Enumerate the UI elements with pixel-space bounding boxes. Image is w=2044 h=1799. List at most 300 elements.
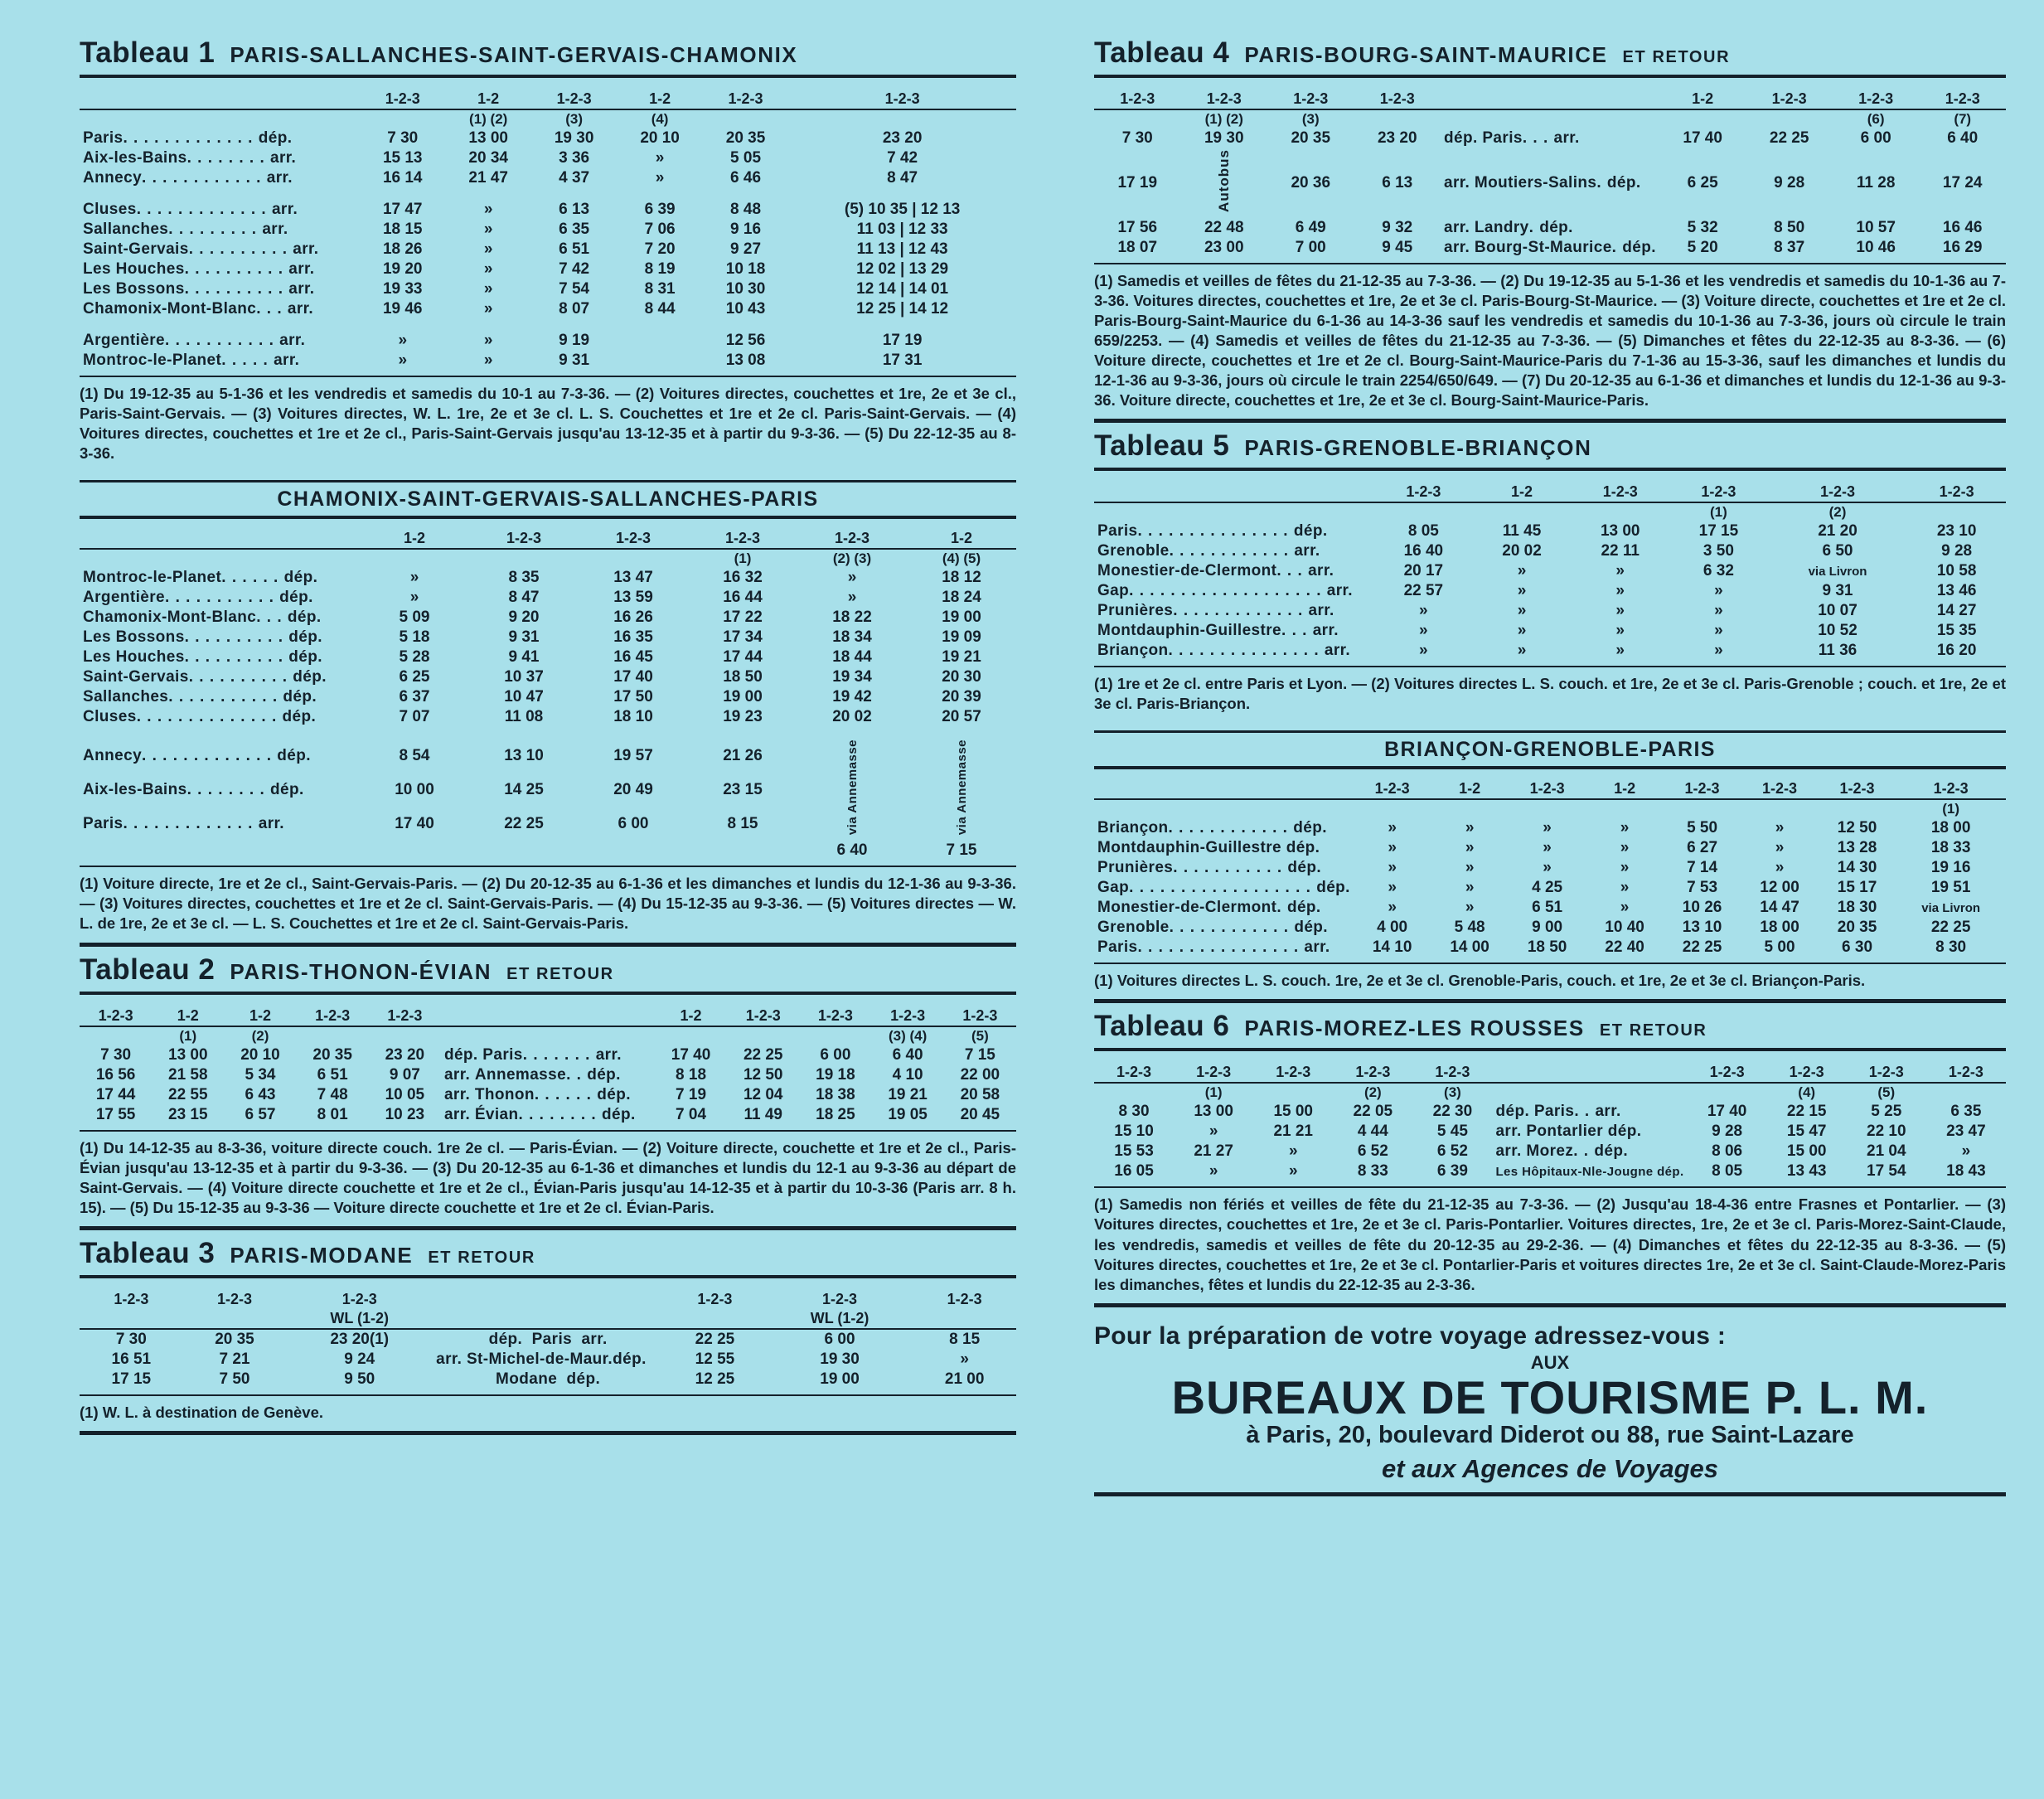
- time-cell: »: [483, 280, 493, 298]
- tableau1-notes: (1) Du 19-12-35 au 5-1-36 et les vendredis et samedis du 10-1 au 7-3-36. — (2) Voitures directes, couchettes et 1re, 2e et 3e cl., Paris-Saint-Gervais. — (3) Voitures directes, W. L. 1re, 2e et 3e cl. L. S. Couchettes et 1re et 2e cl. Paris-Saint-Gervais. — (4) Voitures directes, couchettes et 1re et 2e cl., Paris-Saint-Gervais jusqu'au 13-12-35 et à partir du 9-3-36. — (5) Du 22-12-35 au 8-3-36.: [80, 385, 1016, 463]
- time-cell: »: [1543, 819, 1552, 837]
- class-cell: 1-2-3: [297, 1006, 369, 1026]
- time-cell: 20 35: [215, 1330, 254, 1348]
- station-name: Saint-Gervais: [83, 240, 189, 258]
- time-cell: 11 13 | 12 43: [856, 240, 948, 258]
- time-cell: 19 18: [816, 1065, 855, 1084]
- tableau3-notes: (1) W. L. à destination de Genève.: [80, 1403, 324, 1421]
- time-cell: 16 44: [723, 589, 763, 607]
- table-row: Prunières. . . . . . . . . . . dép. » » » » 7 14 » 14 30 19 16: [1094, 858, 2006, 878]
- class-cell: 1-2: [907, 529, 1016, 549]
- time-cell: via Livron: [1921, 900, 1981, 915]
- row-kind: arr.: [1294, 542, 1320, 560]
- time-cell: 7 07: [399, 708, 430, 726]
- table-row: Monestier-de-Clermont. . . arr. 20 17 » » 6 32 via Livron 10 58: [1094, 561, 2006, 581]
- row-kind: arr.: [443, 1065, 471, 1084]
- time-cell: 22 55: [168, 1085, 208, 1103]
- time-cell: 7 04: [676, 1105, 707, 1123]
- time-cell: 5 28: [399, 648, 430, 667]
- divider: [80, 376, 1016, 377]
- divider: [1094, 263, 2006, 264]
- station-name: Paris: [1097, 938, 1138, 957]
- time-cell: 17 54: [1867, 1162, 1906, 1181]
- time-cell: 5 09: [399, 609, 430, 627]
- time-cell: 16 14: [382, 169, 423, 187]
- footer-aux: AUX: [1530, 1351, 1570, 1373]
- time-cell: »: [1615, 602, 1625, 620]
- table-row: Aix-les-Bains. . . . . . . . arr. 15 13 20 34 3 36 » 5 05 7 42: [80, 148, 1016, 168]
- time-cell: »: [1775, 859, 1785, 877]
- row-kind: dép.: [1594, 1142, 1629, 1161]
- row-kind: arr.: [1444, 218, 1470, 236]
- time-cell: 12 04: [743, 1085, 783, 1103]
- tableau6-number: Tableau 6: [1094, 1010, 1230, 1043]
- tableau2-table: [80, 1006, 1016, 1125]
- class-cell: 1-2-3: [727, 1006, 799, 1026]
- station-name: Monestier-de-Clermont: [1097, 562, 1277, 580]
- class-cell: 1-2-3: [579, 529, 688, 549]
- table-row: Chamonix-Mont-Blanc. . . dép. 5 09 9 20 16 26 17 22 18 22 19 00: [80, 608, 1016, 628]
- tableau5-notes: (1) 1re et 2e cl. entre Paris et Lyon. — (2) Voitures directes L. S. couch. et 1re, 2e et 3e cl. Paris-Grenoble ; couch. et 1re, 2e et 3e cl. Paris-Briançon.: [1094, 675, 2006, 713]
- time-cell: »: [1620, 899, 1630, 917]
- divider: [1094, 999, 2006, 1003]
- row-kind: arr.: [581, 1330, 608, 1348]
- time-cell: »: [1961, 1142, 1971, 1161]
- time-cell: 7 30: [100, 1045, 132, 1064]
- time-cell: 7 50: [219, 1370, 250, 1388]
- time-cell: 5 50: [1687, 819, 1718, 837]
- table-row: Paris. . . . . . . . . . . . . . . dép. 8 05 11 45 13 00 17 15 21 20 23 10: [1094, 521, 2006, 541]
- time-cell: 20 39: [942, 688, 981, 706]
- time-cell: 18 22: [832, 609, 872, 627]
- time-cell: »: [1388, 879, 1397, 897]
- time-cell: 23 15: [168, 1105, 208, 1123]
- row-kind: arr.: [287, 300, 314, 318]
- time-cell: 9 19: [559, 332, 590, 349]
- row-kind: arr.: [443, 1085, 471, 1103]
- station-name: Paris: [482, 1045, 523, 1064]
- time-cell: 7 30: [1121, 129, 1153, 147]
- time-cell: »: [398, 332, 408, 349]
- time-cell: 17 22: [723, 609, 763, 627]
- time-cell: »: [1388, 839, 1397, 857]
- tableau3-class-row: [80, 1290, 1016, 1309]
- time-cell: 16 05: [1114, 1162, 1154, 1181]
- time-cell: 22 25: [743, 1045, 783, 1064]
- time-cell: 6 40: [1947, 129, 1979, 147]
- row-kind: arr.: [1308, 602, 1334, 620]
- class-cell: 1-2-3: [1354, 779, 1431, 799]
- time-cell: 20 36: [1291, 173, 1331, 192]
- class-cell: 1-2: [152, 1006, 224, 1026]
- time-cell: »: [1543, 859, 1552, 877]
- time-cell: 20 17: [1403, 562, 1444, 580]
- time-cell: 17 15: [111, 1370, 152, 1388]
- time-cell: »: [398, 352, 408, 369]
- station-name: Paris: [531, 1330, 573, 1348]
- tableau2-notemark-row: [80, 1026, 1016, 1045]
- time-cell: 9 28: [1941, 542, 1973, 560]
- time-cell: 18 15: [382, 221, 423, 238]
- time-cell: 6 00: [824, 1330, 855, 1348]
- time-cell: 7 15: [946, 841, 977, 860]
- time-cell: 16 32: [723, 569, 763, 587]
- note-marker: (1): [1942, 801, 1960, 817]
- time-cell: 19 05: [888, 1105, 928, 1123]
- time-cell: 16 40: [1403, 542, 1444, 560]
- time-cell: 7 20: [644, 240, 676, 258]
- time-cell: »: [1388, 899, 1397, 917]
- row-kind: arr.: [1324, 642, 1351, 660]
- time-cell: 17 40: [1707, 1103, 1747, 1121]
- class-cell: 1-2-3: [369, 1006, 441, 1026]
- time-cell: 4 37: [559, 169, 590, 187]
- left-column: [80, 36, 1016, 1442]
- time-cell: 16 26: [613, 609, 653, 627]
- time-cell: »: [1775, 819, 1785, 837]
- time-cell: 6 46: [730, 169, 762, 187]
- time-cell: 6 51: [559, 240, 590, 258]
- time-cell: 10 18: [725, 260, 766, 278]
- time-cell: 14 25: [504, 780, 544, 798]
- time-cell: 6 57: [245, 1105, 276, 1123]
- class-cell: 1-2-3: [944, 1006, 1016, 1026]
- row-kind: dép.: [293, 668, 327, 686]
- time-cell: 12 50: [1837, 819, 1877, 837]
- class-cell: 1-2-3: [1664, 779, 1741, 799]
- time-cell: 17 55: [95, 1105, 136, 1123]
- tableau4-table: [1094, 90, 2006, 258]
- time-cell: 8 47: [887, 169, 918, 187]
- time-cell: 16 56: [95, 1065, 136, 1084]
- tableau5b-title: BRIANÇON-GRENOBLE-PARIS: [1094, 730, 2006, 769]
- table-row: [1094, 838, 2006, 858]
- time-cell: 15 53: [1114, 1142, 1154, 1161]
- time-cell: 6 43: [245, 1085, 276, 1103]
- time-cell: 8 01: [317, 1105, 348, 1123]
- class-cell: 1-2-3: [1688, 1063, 1767, 1083]
- time-cell: 22 25: [1682, 938, 1722, 957]
- time-cell: »: [1465, 879, 1475, 897]
- table-row: Montroc-le-Planet. . . . . . dép. » 8 35 13 47 16 32 » 18 12: [80, 568, 1016, 588]
- time-cell: 20 34: [468, 149, 508, 167]
- time-cell: »: [1465, 859, 1475, 877]
- time-cell: 7 00: [1295, 238, 1326, 256]
- time-cell: 19 30: [1204, 129, 1244, 147]
- table-row: Les Bossons. . . . . . . . . . dép. 5 18 9 31 16 35 17 34 18 34 19 09: [80, 628, 1016, 647]
- row-kind: dép.: [288, 648, 322, 667]
- station-name: Modane: [496, 1370, 558, 1388]
- time-cell: 6 32: [1703, 562, 1734, 580]
- class-cell: 1-2-3: [1354, 90, 1441, 109]
- divider: [80, 1130, 1016, 1132]
- note-marker: (1): [1710, 504, 1727, 521]
- time-cell: 9 31: [559, 352, 590, 369]
- time-cell: 5 00: [1764, 938, 1795, 957]
- time-cell: 18 00: [1760, 919, 1799, 937]
- divider: [1094, 666, 2006, 667]
- time-cell: 19 34: [832, 668, 872, 686]
- time-cell: 7 54: [559, 280, 590, 298]
- time-cell: 18 33: [1930, 839, 1971, 857]
- time-cell: »: [847, 589, 857, 607]
- class-cell: 1-2-3: [872, 1006, 944, 1026]
- row-kind: dép.: [1657, 1164, 1684, 1179]
- time-cell: 7 42: [887, 149, 918, 167]
- note-marker: (1): [179, 1027, 197, 1044]
- class-cell: 1-2-3: [1509, 779, 1586, 799]
- time-cell: »: [1419, 602, 1428, 620]
- class-cell: 1-2-3: [1267, 90, 1354, 109]
- tableau4-notemark-row: [1094, 109, 2006, 128]
- time-cell: 6 00: [618, 814, 649, 832]
- row-kind: dép.: [597, 1085, 631, 1103]
- tableau4-number: Tableau 4: [1094, 36, 1230, 69]
- time-cell: 10 57: [1856, 218, 1896, 236]
- time-cell: 23 00: [1204, 238, 1244, 256]
- table-row: [1094, 1122, 2006, 1142]
- row-kind: arr.: [436, 1350, 463, 1368]
- time-cell: 13 46: [1936, 582, 1977, 600]
- time-cell: 10 30: [725, 280, 766, 298]
- tableau3-number: Tableau 3: [80, 1236, 216, 1269]
- table-row: Les Houches. . . . . . . . . . arr. 19 20 » 7 42 8 19 10 18 12 02 | 13 29: [80, 259, 1016, 279]
- time-cell: »: [1615, 582, 1625, 600]
- table-row: Gap. . . . . . . . . . . . . . . . . . . arr. 22 57 » » » 9 31 13 46: [1094, 581, 2006, 601]
- table-row-extra: [80, 841, 1016, 861]
- time-cell: 8 18: [676, 1065, 707, 1084]
- class-cell: 1-2-3: [788, 90, 1016, 109]
- time-cell: »: [1615, 622, 1625, 640]
- time-cell: 22 40: [1605, 938, 1644, 957]
- time-cell: 10 43: [725, 300, 766, 318]
- tableau2-number: Tableau 2: [80, 953, 216, 986]
- time-cell: 7 30: [387, 129, 419, 147]
- divider: [1094, 419, 2006, 423]
- class-cell: 1-2: [1659, 90, 1746, 109]
- class-cell: 1-2-3: [1374, 482, 1473, 502]
- time-cell: »: [483, 260, 493, 278]
- table-row: Argentière. . . . . . . . . . . dép. » 8 47 13 59 16 44 » 18 24: [80, 588, 1016, 608]
- station-name: Paris: [1533, 1103, 1575, 1121]
- time-cell: 22 00: [960, 1065, 1000, 1084]
- time-cell: 8 19: [644, 260, 676, 278]
- time-cell: »: [483, 221, 493, 238]
- time-cell: 18 50: [723, 668, 763, 686]
- tableau4-notes: (1) Samedis et veilles de fêtes du 21-12-35 au 7-3-36. — (2) Du 19-12-35 au 5-1-36 et les vendredis et samedis du 10-1-36 au 7-3-36. Voitures directes, couchettes et 1re, 2e et 3e cl. Paris-Bourg-St-Maurice. — (3) Voiture directe, couchettes et 1re et 2e cl. Paris-Bourg-Saint-Maurice du 6-1-36 au 14-3-36 sauf les vendredis et samedis du 10-1-36 au 7-3-36, jours où circule le train 659/2253. — (4) Samedis et veilles de fêtes du 21-12-35 au 7-3-36. — (5) Dimanches et fêtes du 22-12-35 au 8-3-36. — (6) Voiture directe, couchettes et 1re et 2e cl. Bourg-Saint-Maurice-Paris du 7-1-36 au 15-3-36, sauf les dimanches et lundis du 12-1-36 au 9-3-36, jours où circule le train 2254/650/649. — (7) Du 20-12-35 au 6-1-36 et dimanches et lundis du 12-1-36 au 9-3-36. Voiture directe, couchettes et 1re, 2e et 3e cl. Bourg-Saint-Maurice-Paris.: [1094, 271, 2006, 410]
- divider: [1094, 963, 2006, 964]
- time-cell: 23 20: [385, 1045, 425, 1064]
- row-kind: dép.: [601, 1105, 636, 1123]
- row-kind: arr.: [1595, 1103, 1621, 1121]
- time-cell: 3 36: [559, 149, 590, 167]
- time-cell: 12 25: [695, 1370, 735, 1388]
- time-cell: »: [1620, 859, 1630, 877]
- class-cell: 1-2-3: [1333, 1063, 1412, 1083]
- time-cell: »: [1465, 899, 1475, 917]
- time-cell: 10 07: [1818, 602, 1858, 620]
- time-cell: 17 15: [1698, 522, 1739, 541]
- time-cell: 6 30: [1842, 938, 1873, 957]
- row-kind: arr.: [1308, 562, 1334, 580]
- time-cell: 19 21: [942, 648, 981, 667]
- table-row: 17 56 22 48 6 49 9 32 arr. Landry. dép. 5 32 8 50 10 57 16 46: [1094, 218, 2006, 238]
- time-cell: 7 21: [219, 1350, 250, 1368]
- station-name: Aix-les-Bains: [83, 780, 187, 798]
- time-cell: 23 20: [882, 129, 923, 147]
- time-cell: »: [1388, 819, 1397, 837]
- tableau1b-class-row: [80, 529, 1016, 549]
- station-name: Chamonix-Mont-Blanc: [83, 300, 257, 318]
- table-row: Sallanches. . . . . . . . . . . dép. 6 37 10 47 17 50 19 00 19 42 20 39: [80, 687, 1016, 707]
- time-cell: 22 48: [1204, 218, 1244, 236]
- time-cell: 8 47: [508, 589, 540, 607]
- station-name: Moutiers-Salins: [1474, 173, 1597, 192]
- tableau5-class-row: [1094, 482, 2006, 502]
- row-kind: arr.: [258, 814, 284, 832]
- tableau2-class-row: [80, 1006, 1016, 1026]
- time-cell: »: [1543, 839, 1552, 857]
- time-cell: 9 50: [344, 1370, 375, 1388]
- time-cell: 22 10: [1867, 1123, 1906, 1141]
- time-cell: 13 47: [613, 569, 653, 587]
- time-cell: 23 47: [1946, 1123, 1986, 1141]
- time-cell: 13 00: [1194, 1103, 1233, 1121]
- time-cell: 9 45: [1382, 238, 1413, 256]
- row-kind: dép.: [287, 609, 322, 627]
- time-cell: 17 19: [1117, 173, 1158, 192]
- time-cell: 10 23: [385, 1105, 425, 1123]
- row-kind: dép.: [613, 1350, 647, 1368]
- station-name: Prunières: [1097, 602, 1174, 620]
- tableau3-title: PARIS-MODANE: [230, 1242, 414, 1268]
- time-cell: 10 47: [504, 688, 544, 706]
- time-cell: 9 28: [1712, 1123, 1743, 1141]
- time-cell: »: [1288, 1142, 1298, 1161]
- time-cell: 8 31: [644, 280, 676, 298]
- tableau1b-notes: (1) Voiture directe, 1re et 2e cl., Saint-Gervais-Paris. — (2) Du 20-12-35 au 6-1-36 et les dimanches et lundis du 12-1-36 au 9-3-36. — (3) Voitures directes, couchettes et 1re et 2e cl. Saint-Gervais-Paris. — (4) Du 15-12-35 au 9-3-36. — (5) Voitures directes — W. L. de 1re, 2e et 3e cl. — L. S. Couchettes et 1re et 2e cl. Saint-Gervais-Paris.: [80, 875, 1016, 933]
- tableau6-suffix: ET RETOUR: [1599, 1021, 1707, 1040]
- table-row: 7 30 19 30 20 35 23 20 dép. Paris. . . arr. 17 40 22 25 6 00 6 40: [1094, 128, 2006, 148]
- class-cell: 1-2-3: [1174, 1063, 1253, 1083]
- note-marker: (6): [1867, 111, 1885, 127]
- time-cell: 18 26: [382, 240, 423, 258]
- time-cell: 18 43: [1946, 1162, 1986, 1181]
- time-cell: 10 40: [1605, 919, 1644, 937]
- tableau4-header: [1094, 36, 2006, 78]
- time-cell: 5 20: [1687, 238, 1718, 256]
- time-cell: 8 35: [508, 569, 540, 587]
- class-cell: 1-2-3: [1181, 90, 1268, 109]
- time-cell: 8 44: [644, 300, 676, 318]
- time-cell: »: [483, 332, 493, 349]
- divider: [1094, 1492, 2006, 1496]
- time-cell: »: [1288, 1162, 1298, 1181]
- note-marker: (2): [251, 1027, 269, 1044]
- time-cell: 17 47: [382, 201, 423, 218]
- divider: [80, 1431, 1016, 1435]
- station-name: Briançon: [1097, 642, 1169, 660]
- time-cell: 9 24: [344, 1350, 375, 1368]
- tableau1b-table: [80, 529, 1016, 861]
- time-cell: 6 00: [1860, 129, 1891, 147]
- time-cell: 12 25 | 14 12: [856, 300, 949, 318]
- tableau5b-table: [1094, 779, 2006, 958]
- time-cell: 19 00: [723, 688, 763, 706]
- time-cell: 23 10: [1936, 522, 1977, 541]
- time-cell: 15 17: [1837, 879, 1877, 897]
- time-cell: 14 30: [1837, 859, 1877, 877]
- station-name: Les Bossons: [83, 628, 185, 647]
- time-cell: »: [655, 149, 665, 167]
- note-marker: (2): [1363, 1084, 1382, 1101]
- class-cell: 1-2-3: [947, 1290, 982, 1307]
- time-cell: 6 50: [1822, 542, 1853, 560]
- via-note: via Annemasse: [954, 739, 969, 836]
- time-cell: 22 25: [504, 814, 544, 832]
- time-cell: 17 56: [1117, 218, 1158, 236]
- class-cell: 1-2: [617, 90, 702, 109]
- class-cell: 1-2: [655, 1006, 727, 1026]
- table-row: Prunières. . . . . . . . . . . . . arr. » » » » 10 07 14 27: [1094, 601, 2006, 621]
- time-cell: 20 35: [1837, 919, 1877, 937]
- row-kind: arr.: [271, 201, 298, 218]
- tableau5-number: Tableau 5: [1094, 429, 1230, 463]
- time-cell: 5 45: [1436, 1123, 1468, 1141]
- station-name: Cluses: [83, 708, 137, 726]
- row-kind: dép.: [1293, 819, 1327, 837]
- station-name: Prunières: [1097, 859, 1174, 877]
- time-cell: 22 25: [1930, 919, 1971, 937]
- time-cell: 15 00: [1786, 1142, 1827, 1161]
- station-name: Sallanches: [83, 688, 169, 706]
- time-cell: »: [1620, 819, 1630, 837]
- tableau1b-title: CHAMONIX-SAINT-GERVAIS-SALLANCHES-PARIS: [80, 480, 1016, 519]
- station-name: Gap: [1097, 879, 1130, 897]
- class-cell: 1-2-3: [1919, 90, 2006, 109]
- time-cell: 13 08: [725, 352, 766, 369]
- tableau6-table: [1094, 1063, 2006, 1181]
- row-kind: dép.: [587, 1065, 621, 1084]
- tableau5-title: PARIS-GRENOBLE-BRIANÇON: [1244, 435, 1592, 461]
- class-cell: 1-2: [1473, 482, 1572, 502]
- time-cell: 19 57: [613, 746, 653, 764]
- time-cell: 5 48: [1454, 919, 1485, 937]
- row-kind: arr.: [1312, 622, 1339, 640]
- time-cell: 22 57: [1403, 582, 1444, 600]
- class-cell: 1-2-3: [797, 529, 907, 549]
- table-row: Grenoble. . . . . . . . . . . . arr. 16 40 20 02 22 11 3 50 6 50 9 28: [1094, 541, 2006, 561]
- time-cell: 17 40: [1683, 129, 1722, 147]
- time-cell: 19 09: [942, 628, 981, 647]
- table-row: Cluses. . . . . . . . . . . . . . dép. 7 07 11 08 18 10 19 23 20 02 20 57: [80, 707, 1016, 727]
- station-name: Argentière: [83, 589, 166, 607]
- time-cell: 19 33: [382, 280, 423, 298]
- class-cell: 1-2-3: [1896, 779, 2006, 799]
- tableau5-table: [1094, 482, 2006, 661]
- divider: [80, 866, 1016, 867]
- station-name: Grenoble: [1097, 542, 1170, 560]
- table-row: Les Houches. . . . . . . . . . dép. 5 28 9 41 16 45 17 44 18 44 19 21: [80, 647, 1016, 667]
- class-cell: 1-2-3: [1741, 779, 1818, 799]
- time-cell: 6 39: [644, 201, 676, 218]
- time-cell: 16 51: [111, 1350, 152, 1368]
- time-cell: 13 00: [468, 129, 508, 147]
- time-cell: 19 42: [832, 688, 872, 706]
- class-cell: 1-2-3: [697, 1290, 733, 1307]
- row-kind: arr.: [1444, 238, 1470, 256]
- time-cell: 18 30: [1837, 899, 1877, 917]
